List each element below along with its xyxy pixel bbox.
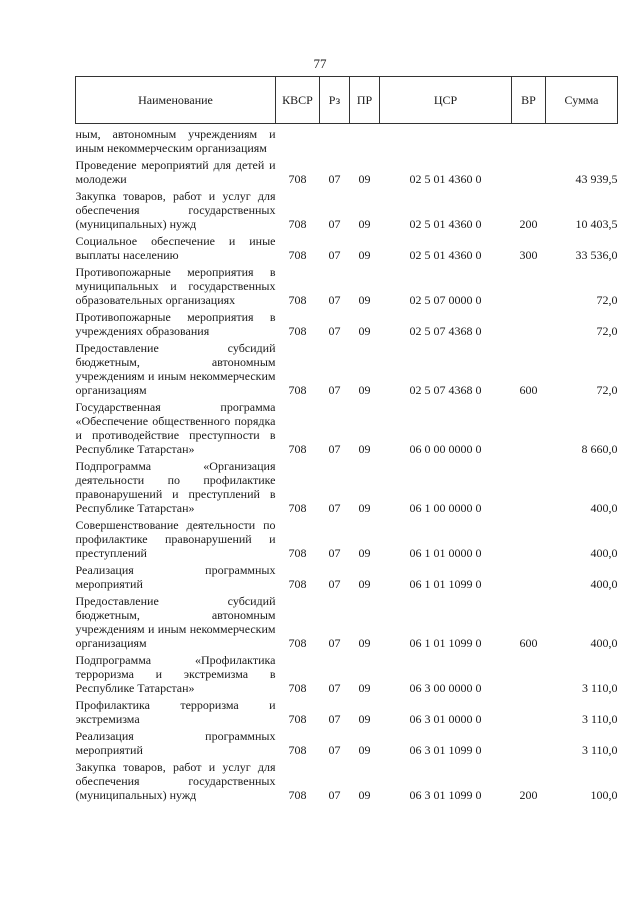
cell-csr: 06 0 00 0000 0 (409, 442, 482, 456)
cell-kvsr: 708 (288, 501, 307, 515)
cell-name: Подпрограмма «Организация деятельности по профилактике правонарушений и преступлений в Республике Татарстан» (75, 459, 276, 515)
table-row (76, 726, 618, 757)
table-row (76, 456, 618, 515)
cell-kvsr: 708 (288, 788, 307, 802)
cell-pr: 09 (358, 743, 371, 757)
table-header (76, 77, 618, 124)
cell-name: Предоставление субсидий бюджетным, автономным учреждениям и иным некоммерческим организациям (75, 594, 276, 650)
cell-rz: 07 (328, 712, 341, 726)
cell-csr: 02 5 01 4360 0 (409, 248, 482, 262)
cell-sum: 10 403,5 (575, 217, 618, 231)
cell-name: Закупка товаров, работ и услуг для обеспечения государственных (муниципальных) нужд (75, 189, 276, 231)
cell-pr: 09 (358, 681, 371, 695)
header-name: Наименование (76, 77, 276, 124)
cell-kvsr: 708 (288, 324, 307, 338)
cell-csr: 02 5 07 4368 0 (409, 383, 482, 397)
cell-kvsr: 708 (288, 248, 307, 262)
cell-rz: 07 (328, 743, 341, 757)
cell-name: Проведение мероприятий для детей и молодежи (75, 158, 276, 186)
table-body (76, 124, 618, 803)
cell-rz: 07 (328, 293, 341, 307)
cell-name: Противопожарные мероприятия в учреждениях образования (75, 310, 276, 338)
cell-rz: 07 (328, 546, 341, 560)
cell-pr: 09 (358, 712, 371, 726)
cell-name: Социальное обеспечение и иные выплаты населению (75, 234, 276, 262)
cell-name: ным, автономным учреждениям и иным некоммерческим организациям (75, 127, 276, 155)
cell-sum: 72,0 (596, 383, 618, 397)
cell-kvsr: 708 (288, 546, 307, 560)
header-pr: ПР (350, 77, 380, 124)
table-row (76, 560, 618, 591)
cell-csr: 06 1 01 1099 0 (409, 577, 482, 591)
cell-vr (512, 307, 546, 338)
cell-vr (512, 695, 546, 726)
cell-name: Профилактика терроризма и экстремизма (75, 698, 276, 726)
cell-sum: 72,0 (596, 293, 618, 307)
cell-vr (512, 397, 546, 456)
cell-rz: 07 (328, 681, 341, 695)
header-csr: ЦСР (380, 77, 512, 124)
cell-rz: 07 (328, 788, 341, 802)
cell-vr (512, 155, 546, 186)
cell-name: Совершенствование деятельности по профилактике правонарушений и преступлений (75, 518, 276, 560)
page-number: 77 (313, 56, 327, 71)
cell-kvsr: 708 (288, 712, 307, 726)
cell-vr: 600 (519, 636, 538, 650)
cell-vr (512, 726, 546, 757)
cell-name: Реализация программных мероприятий (75, 729, 276, 757)
table-row (76, 397, 618, 456)
cell-pr: 09 (358, 788, 371, 802)
cell-name: Подпрограмма «Профилактика терроризма и экстремизма в Республике Татарстан» (75, 653, 276, 695)
header-sum: Сумма (546, 77, 618, 124)
cell-vr (512, 456, 546, 515)
cell-pr: 09 (358, 324, 371, 338)
cell-vr (512, 515, 546, 560)
cell-sum: 100,0 (590, 788, 618, 802)
cell-csr: 02 5 01 4360 0 (409, 172, 482, 186)
cell-csr: 02 5 07 4368 0 (409, 324, 482, 338)
cell-rz: 07 (328, 636, 341, 650)
table-row (76, 155, 618, 186)
cell-csr: 06 3 01 1099 0 (409, 788, 482, 802)
cell-kvsr: 708 (288, 636, 307, 650)
cell-pr: 09 (358, 546, 371, 560)
cell-csr: 02 5 01 4360 0 (409, 217, 482, 231)
table-row (76, 591, 618, 650)
cell-sum: 33 536,0 (575, 248, 618, 262)
cell-sum (546, 124, 618, 156)
cell-kvsr: 708 (288, 293, 307, 307)
cell-vr (512, 262, 546, 307)
cell-sum: 3 110,0 (581, 712, 618, 726)
table-row (76, 307, 618, 338)
cell-sum: 400,0 (590, 546, 618, 560)
table-row (76, 695, 618, 726)
cell-sum: 8 660,0 (581, 442, 618, 456)
cell-pr: 09 (358, 442, 371, 456)
cell-vr: 600 (519, 383, 538, 397)
cell-kvsr: 708 (288, 172, 307, 186)
cell-kvsr: 708 (288, 383, 307, 397)
cell-kvsr: 708 (288, 577, 307, 591)
cell-pr: 09 (358, 172, 371, 186)
cell-pr: 09 (358, 383, 371, 397)
table-row (76, 650, 618, 695)
header-rz: Рз (320, 77, 350, 124)
cell-csr: 06 1 01 0000 0 (409, 546, 482, 560)
cell-kvsr: 708 (288, 442, 307, 456)
cell-vr: 200 (519, 217, 538, 231)
cell-vr (512, 650, 546, 695)
cell-rz: 07 (328, 442, 341, 456)
cell-rz: 07 (328, 172, 341, 186)
cell-sum: 43 939,5 (575, 172, 618, 186)
cell-rz: 07 (328, 383, 341, 397)
cell-sum: 400,0 (590, 577, 618, 591)
cell-name: Закупка товаров, работ и услуг для обеспечения государственных (муниципальных) нужд (75, 760, 276, 802)
cell-vr (512, 560, 546, 591)
table-row (76, 515, 618, 560)
cell-name: Предоставление субсидий бюджетным, автономным учреждениям и иным некоммерческим организациям (75, 341, 276, 397)
cell-pr: 09 (358, 217, 371, 231)
cell-csr: 06 1 01 1099 0 (409, 636, 482, 650)
table-row (76, 338, 618, 397)
cell-csr: 06 3 01 1099 0 (409, 743, 482, 757)
cell-kvsr: 708 (288, 681, 307, 695)
table-row (76, 231, 618, 262)
cell-csr: 02 5 07 0000 0 (409, 293, 482, 307)
cell-rz (320, 124, 350, 156)
cell-rz: 07 (328, 577, 341, 591)
cell-sum: 72,0 (596, 324, 618, 338)
cell-name: Реализация программных мероприятий (75, 563, 276, 591)
cell-vr: 300 (519, 248, 538, 262)
cell-kvsr (276, 124, 320, 156)
cell-csr (380, 124, 512, 156)
cell-rz: 07 (328, 217, 341, 231)
header-kvsr: КВСР (276, 77, 320, 124)
cell-csr: 06 3 01 0000 0 (409, 712, 482, 726)
cell-pr: 09 (358, 248, 371, 262)
cell-sum: 3 110,0 (581, 681, 618, 695)
budget-table (75, 76, 618, 802)
cell-name: Противопожарные мероприятия в муниципальных и государственных образовательных организациях (75, 265, 276, 307)
cell-pr: 09 (358, 293, 371, 307)
cell-pr: 09 (358, 501, 371, 515)
cell-csr: 06 3 00 0000 0 (409, 681, 482, 695)
cell-rz: 07 (328, 324, 341, 338)
cell-pr: 09 (358, 577, 371, 591)
cell-pr (350, 124, 380, 156)
table-row (76, 186, 618, 231)
cell-sum: 400,0 (590, 501, 618, 515)
cell-csr: 06 1 00 0000 0 (409, 501, 482, 515)
cell-kvsr: 708 (288, 217, 307, 231)
cell-vr (512, 124, 546, 156)
table-row (76, 757, 618, 802)
cell-rz: 07 (328, 248, 341, 262)
cell-kvsr: 708 (288, 743, 307, 757)
cell-pr: 09 (358, 636, 371, 650)
cell-vr: 200 (519, 788, 538, 802)
table-row (76, 262, 618, 307)
cell-sum: 400,0 (590, 636, 618, 650)
cell-rz: 07 (328, 501, 341, 515)
cell-sum: 3 110,0 (581, 743, 618, 757)
cell-name: Государственная программа «Обеспечение общественного порядка и противодействие преступности в Республике Татарстан» (75, 400, 276, 456)
header-vr: ВР (512, 77, 546, 124)
table-row (76, 124, 618, 156)
